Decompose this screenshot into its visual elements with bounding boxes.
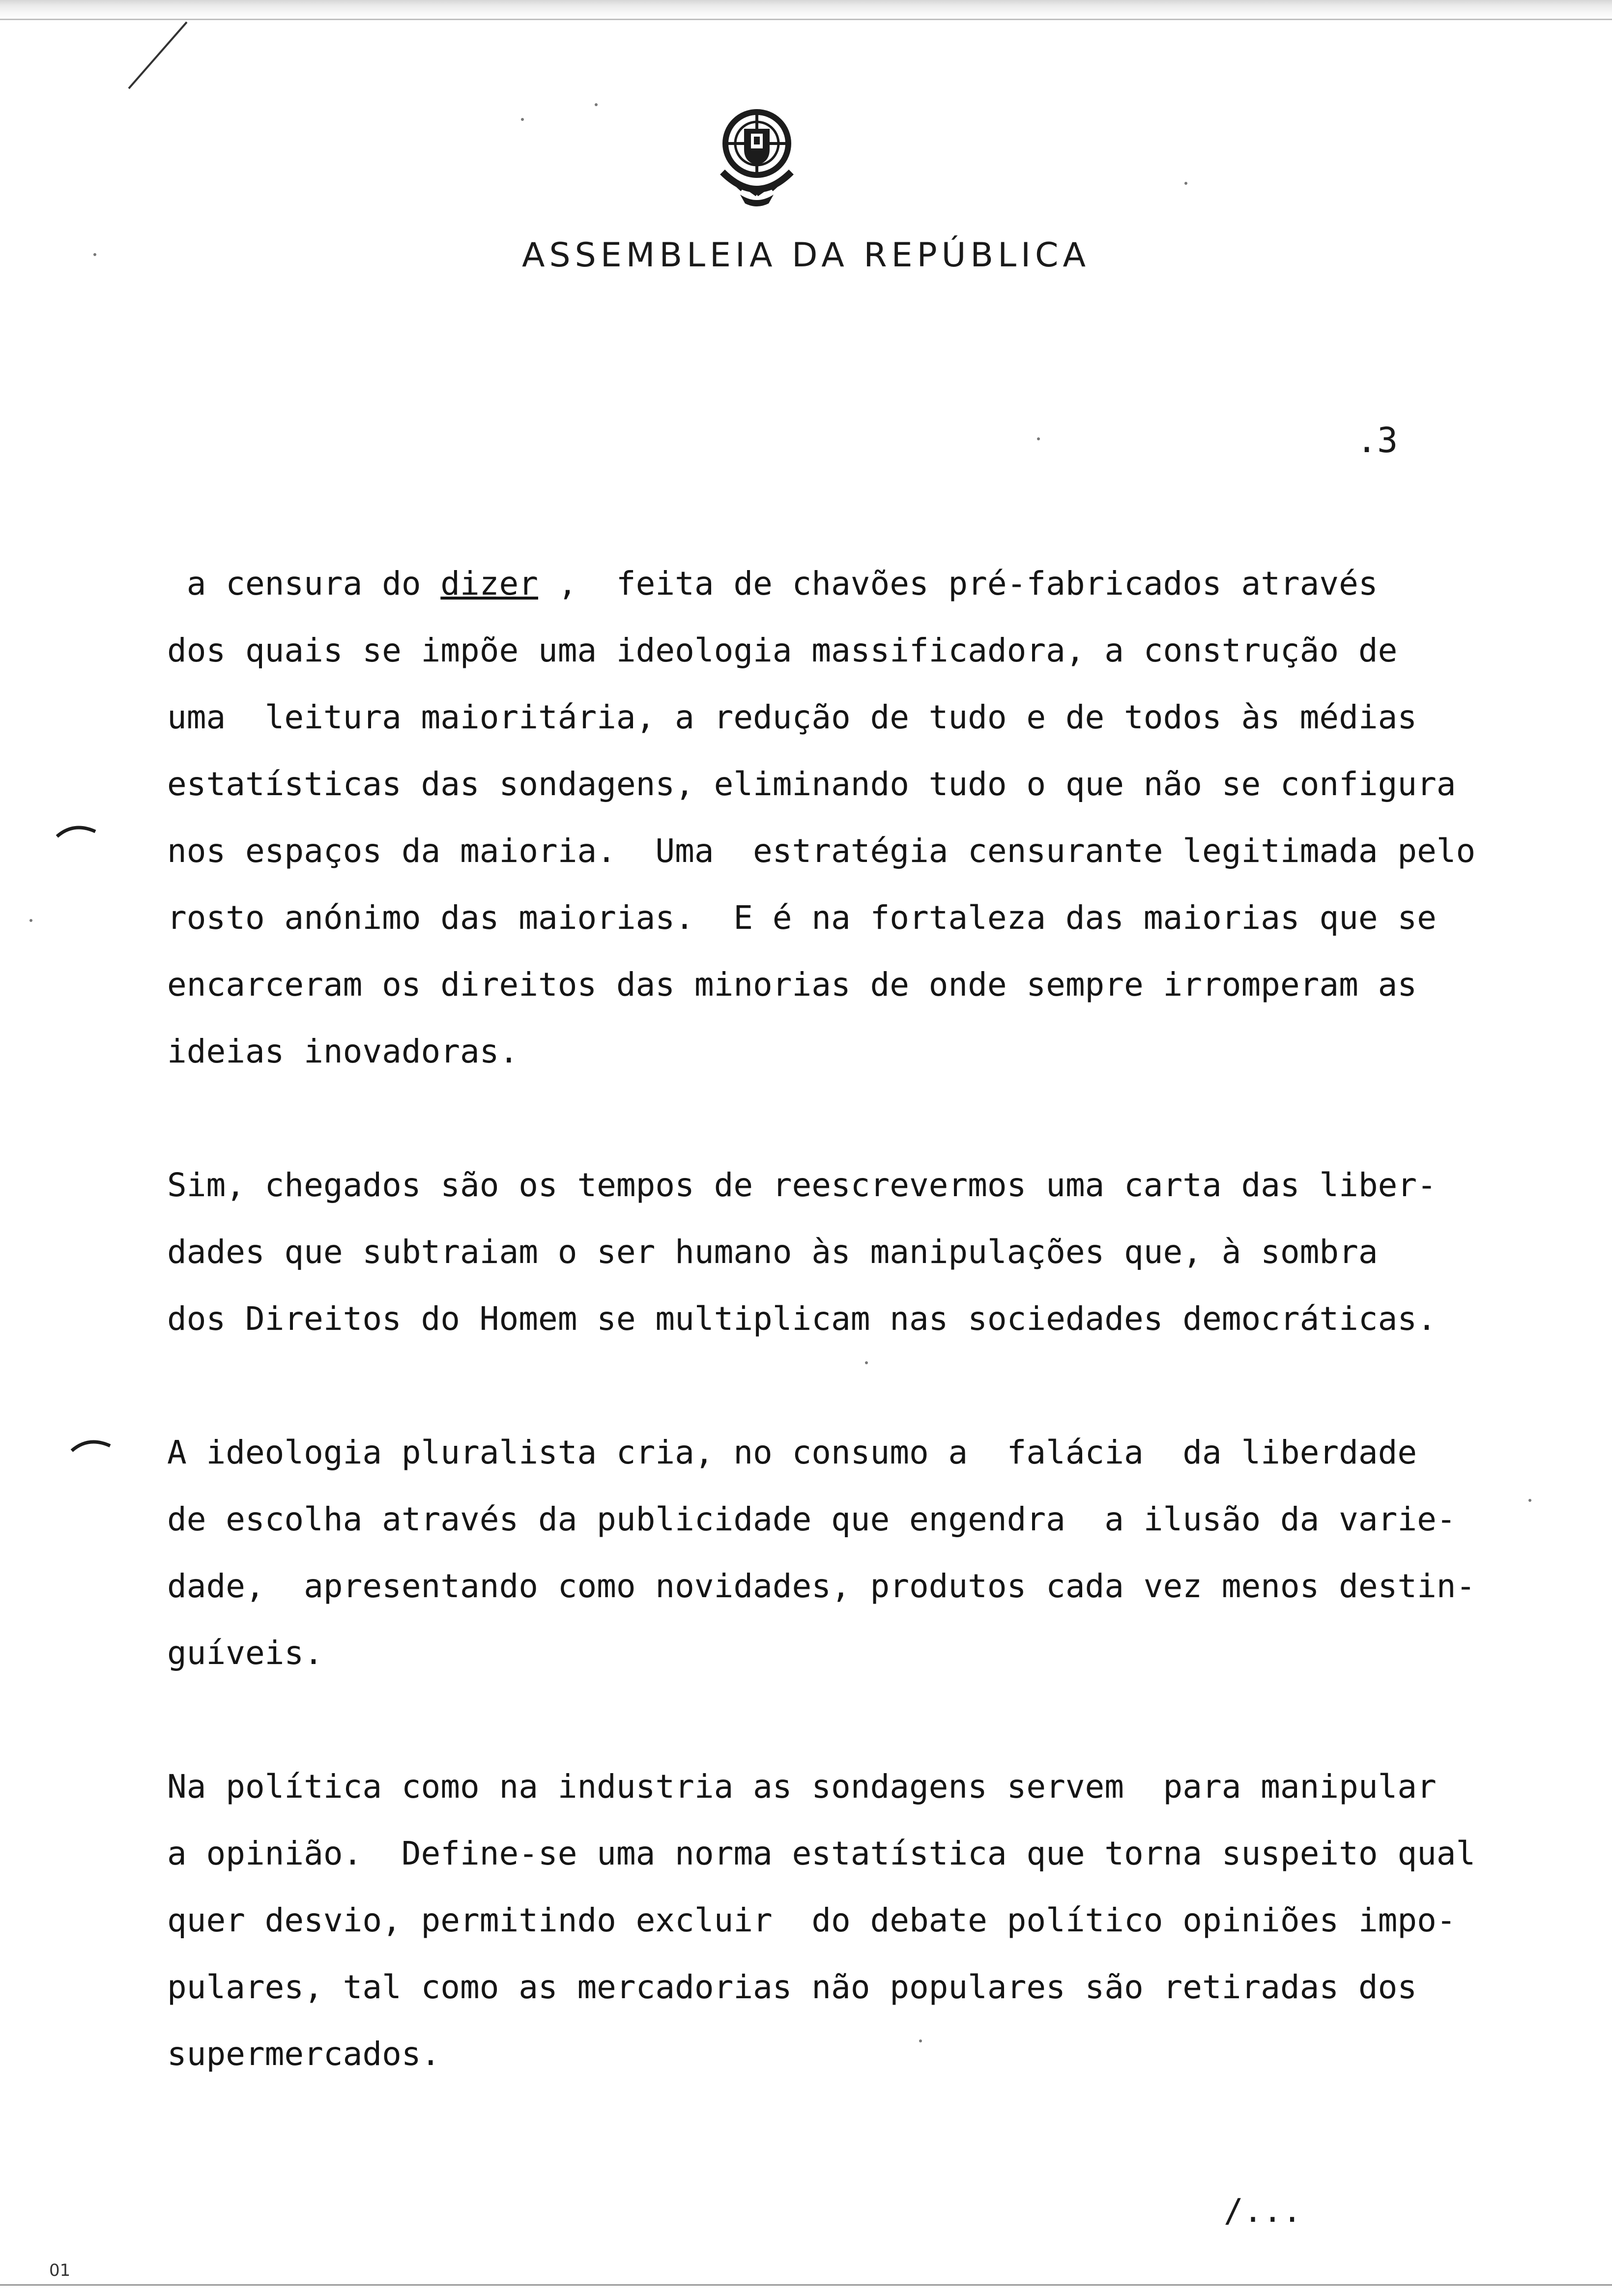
paragraph — [167, 1419, 1519, 1687]
text-line: Na política como na industria as sondagens servem para manipular — [167, 1768, 1437, 1806]
page-number: .3 — [1356, 420, 1398, 460]
text-line — [167, 550, 1519, 617]
scan-speck — [93, 253, 96, 256]
text-line: supermercados. — [167, 2035, 441, 2073]
scan-top-line — [0, 19, 1612, 20]
text-span: , feita de chavões pré-fabricados através — [538, 565, 1378, 603]
text-line: dade, apresentando como novidades, produtos cada vez menos destin- — [167, 1567, 1476, 1605]
text-line: nos espaços da maioria. Uma estratégia censurante legitimada pelo — [167, 832, 1476, 870]
continuation-mark: /... — [1224, 2192, 1302, 2230]
text-line: quer desvio, permitindo excluir do debate político opiniões impo- — [167, 1901, 1456, 1939]
text-line: a opinião. Define-se uma norma estatística que torna suspeito qual — [167, 1835, 1476, 1872]
coat-of-arms-seal-icon — [708, 98, 806, 206]
margin-mark — [54, 821, 98, 840]
pen-stroke-mark — [123, 20, 192, 93]
paragraph — [167, 550, 1519, 1085]
text-line: guíveis. — [167, 1634, 323, 1672]
scan-speck — [919, 2039, 922, 2042]
text-line: rosto anónimo das maiorias. E é na fortaleza das maiorias que se — [167, 899, 1437, 937]
page-bottom-rule — [0, 2284, 1612, 2286]
scan-speck — [865, 1361, 868, 1364]
scan-speck — [1037, 437, 1040, 440]
scan-speck — [1184, 182, 1187, 185]
scan-speck — [29, 919, 32, 922]
underlined-word: dizer — [440, 565, 538, 603]
text-line: encarceram os direitos das minorias de onde sempre irromperam as — [167, 966, 1417, 1004]
text-line: uma leitura maioritária, a redução de tudo e de todos às médias — [167, 698, 1417, 736]
paragraph — [167, 1152, 1519, 1352]
scan-speck — [521, 118, 524, 121]
institution-name: ASSEMBLEIA DA REPÚBLICA — [521, 236, 1091, 275]
text-line: dades que subtraiam o ser humano às manipulações que, à sombra — [167, 1233, 1378, 1271]
paragraph — [167, 1753, 1519, 2088]
text-line: de escolha através da publicidade que engendra a ilusão da varie- — [167, 1500, 1456, 1538]
text-line: Sim, chegados são os tempos de reescrevermos uma carta das liber- — [167, 1166, 1437, 1204]
text-line: dos Direitos do Homem se multiplicam nas sociedades democráticas. — [167, 1300, 1437, 1338]
scan-speck — [595, 103, 598, 106]
margin-mark — [69, 1435, 113, 1455]
text-line: dos quais se impõe uma ideologia massificadora, a construção de — [167, 631, 1398, 669]
scan-top-edge — [0, 0, 1612, 20]
scan-speck — [1528, 1499, 1531, 1502]
form-code: 01 — [49, 2261, 71, 2280]
text-line: ideias inovadoras. — [167, 1033, 519, 1070]
text-line: pulares, tal como as mercadorias não populares são retiradas dos — [167, 1968, 1417, 2006]
text-span: a censura do — [167, 565, 441, 603]
text-line: A ideologia pluralista cria, no consumo a falácia da liberdade — [167, 1434, 1417, 1471]
text-line: estatísticas das sondagens, eliminando tudo o que não se configura — [167, 765, 1456, 803]
document-body — [167, 550, 1519, 2154]
